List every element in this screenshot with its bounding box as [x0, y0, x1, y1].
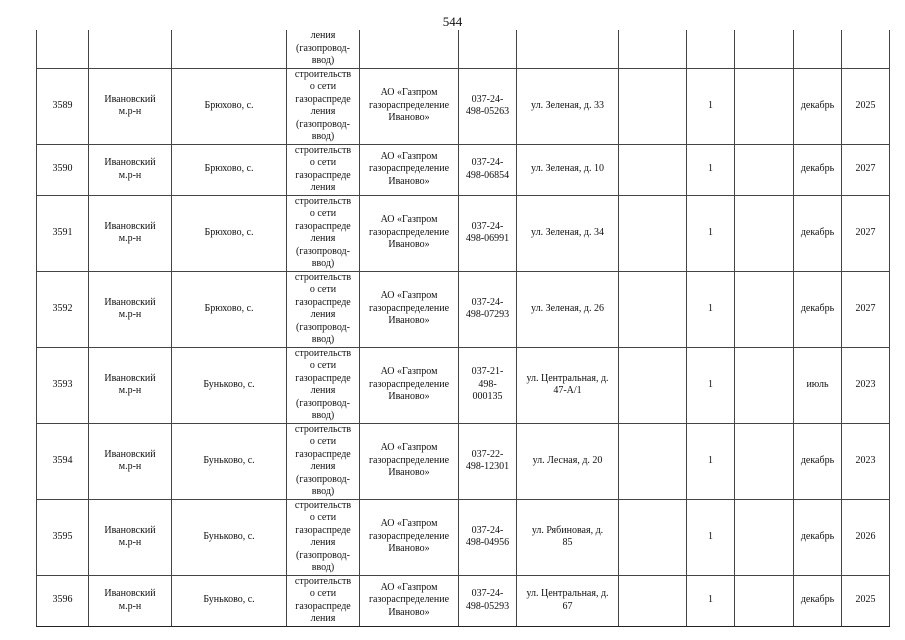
cell-number: 3589: [37, 68, 89, 144]
cell-district: Ивановский м.р-н: [89, 347, 172, 423]
table-row: [37, 144, 890, 195]
cell-address: ул. Зеленая, д. 34: [517, 195, 619, 271]
cell-empty: [735, 195, 794, 271]
cell-code: 037-21- 498- 000135: [459, 347, 517, 423]
cell-empty: [735, 347, 794, 423]
cell-address: ул. Зеленая, д. 26: [517, 271, 619, 347]
cell-empty: [619, 423, 687, 499]
cell-code: 037-24- 498-06991: [459, 195, 517, 271]
cell-code: 037-24- 498-06854: [459, 144, 517, 195]
cell-address: ул. Центральная, д. 47-А/1: [517, 347, 619, 423]
cell-count: 1: [687, 575, 735, 626]
cell-month: декабрь: [794, 423, 842, 499]
cell-empty: [619, 347, 687, 423]
cell-work-type: строительств о сети газораспреде ления (газопровод- ввод): [287, 271, 360, 347]
cell-number: 3590: [37, 144, 89, 195]
cell-year: 2027: [842, 195, 890, 271]
cell-count: 1: [687, 499, 735, 575]
cell-code: 037-24- 498-05263: [459, 68, 517, 144]
cell-month: декабрь: [794, 271, 842, 347]
cell-code: 037-22- 498-12301: [459, 423, 517, 499]
table-row: [37, 271, 890, 347]
cell-year: 2025: [842, 575, 890, 626]
cell-count: 1: [687, 144, 735, 195]
cell-year: 2027: [842, 271, 890, 347]
cell-settlement: Буньково, с.: [172, 499, 287, 575]
cell-month: декабрь: [794, 68, 842, 144]
cell-settlement: Брюхово, с.: [172, 144, 287, 195]
cell-district: Ивановский м.р-н: [89, 271, 172, 347]
cell-empty: [619, 195, 687, 271]
cell-code: 037-24- 498-05293: [459, 575, 517, 626]
cell-operator: АО «Газпром газораспределение Иваново»: [360, 423, 459, 499]
cell-month: декабрь: [794, 195, 842, 271]
cell-address: ул. Рябиновая, д. 85: [517, 499, 619, 575]
cell-number: 3596: [37, 575, 89, 626]
table-row: [37, 68, 890, 144]
table-row: [37, 575, 890, 626]
cell-month: июль: [794, 347, 842, 423]
cell-work-type: строительств о сети газораспреде ления: [287, 144, 360, 195]
cell-district: Ивановский м.р-н: [89, 499, 172, 575]
cell-number: 3595: [37, 499, 89, 575]
cell-empty: [619, 499, 687, 575]
cell-year: 2025: [842, 68, 890, 144]
cell-district: Ивановский м.р-н: [89, 144, 172, 195]
cell-work-type: строительств о сети газораспреде ления (газопровод- ввод): [287, 423, 360, 499]
cell-settlement: Буньково, с.: [172, 347, 287, 423]
table-row-continuation: [37, 30, 890, 68]
cell-empty: [735, 271, 794, 347]
cell-number: 3591: [37, 195, 89, 271]
cell-address: ул. Зеленая, д. 10: [517, 144, 619, 195]
cell-empty: [619, 68, 687, 144]
cell-operator: АО «Газпром газораспределение Иваново»: [360, 499, 459, 575]
cell-count: 1: [687, 347, 735, 423]
cell-operator: АО «Газпром газораспределение Иваново»: [360, 68, 459, 144]
cell-operator: АО «Газпром газораспределение Иваново»: [360, 347, 459, 423]
cell-year: 2023: [842, 347, 890, 423]
cell-operator: АО «Газпром газораспределение Иваново»: [360, 271, 459, 347]
cell-year: 2026: [842, 499, 890, 575]
table-row: [37, 423, 890, 499]
cell-district: Ивановский м.р-н: [89, 195, 172, 271]
cell-month: декабрь: [794, 144, 842, 195]
table-row: [37, 499, 890, 575]
cell-year: 2027: [842, 144, 890, 195]
cell-work-type: строительств о сети газораспреде ления (газопровод- ввод): [287, 68, 360, 144]
cell-work-type: строительств о сети газораспреде ления: [287, 575, 360, 626]
cell-address: ул. Зеленая, д. 33: [517, 68, 619, 144]
cell-district: Ивановский м.р-н: [89, 68, 172, 144]
cell-settlement: Буньково, с.: [172, 575, 287, 626]
cell-empty: [735, 423, 794, 499]
cell-number: 3594: [37, 423, 89, 499]
table-row: [37, 195, 890, 271]
cell-work-continuation: ления (газопровод- ввод): [287, 30, 360, 68]
cell-operator: АО «Газпром газораспределение Иваново»: [360, 144, 459, 195]
cell-operator: АО «Газпром газораспределение Иваново»: [360, 575, 459, 626]
cell-address: ул. Центральная, д. 67: [517, 575, 619, 626]
cell-month: декабрь: [794, 575, 842, 626]
cell-empty: [735, 144, 794, 195]
cell-settlement: Буньково, с.: [172, 423, 287, 499]
cell-operator: АО «Газпром газораспределение Иваново»: [360, 195, 459, 271]
cell-number: 3592: [37, 271, 89, 347]
cell-settlement: Брюхово, с.: [172, 68, 287, 144]
table-row: [37, 347, 890, 423]
cell-empty: [619, 271, 687, 347]
cell-count: 1: [687, 423, 735, 499]
cell-empty: [619, 575, 687, 626]
cell-count: 1: [687, 195, 735, 271]
cell-code: 037-24- 498-07293: [459, 271, 517, 347]
cell-empty: [735, 499, 794, 575]
cell-district: Ивановский м.р-н: [89, 423, 172, 499]
cell-address: ул. Лесная, д. 20: [517, 423, 619, 499]
cell-count: 1: [687, 68, 735, 144]
cell-year: 2023: [842, 423, 890, 499]
cell-empty: [735, 68, 794, 144]
cell-work-type: строительств о сети газораспреде ления (газопровод- ввод): [287, 195, 360, 271]
cell-work-type: строительств о сети газораспреде ления (газопровод- ввод): [287, 347, 360, 423]
cell-district: Ивановский м.р-н: [89, 575, 172, 626]
cell-settlement: Брюхово, с.: [172, 195, 287, 271]
page-number: 544: [442, 14, 463, 29]
cell-code: 037-24- 498-04956: [459, 499, 517, 575]
cell-empty: [735, 575, 794, 626]
cell-month: декабрь: [794, 499, 842, 575]
cell-work-type: строительств о сети газораспреде ления (газопровод- ввод): [287, 499, 360, 575]
cell-number: 3593: [37, 347, 89, 423]
gasification-table: [36, 30, 890, 627]
cell-count: 1: [687, 271, 735, 347]
cell-settlement: Брюхово, с.: [172, 271, 287, 347]
cell-empty: [619, 144, 687, 195]
